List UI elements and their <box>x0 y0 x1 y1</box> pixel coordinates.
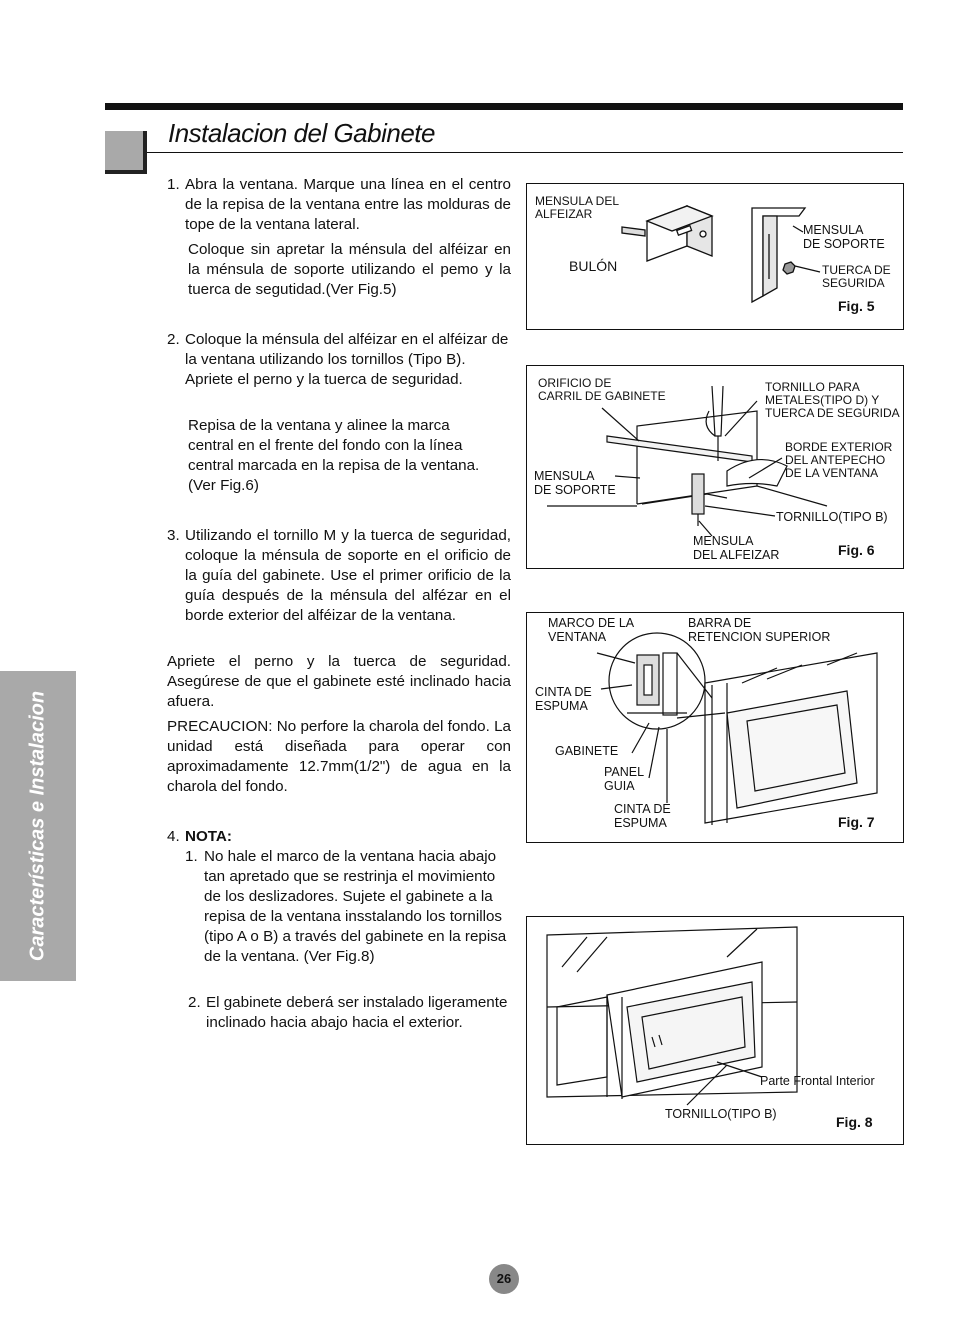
fig7-illustration <box>527 613 905 844</box>
label-text: MENSULA DEL ALFEIZAR <box>535 194 620 221</box>
label-mensula-alfeizar <box>693 534 779 562</box>
page-title: Instalacion del Gabinete <box>168 118 435 148</box>
label-marco <box>548 616 634 644</box>
label-cinta-espuma <box>535 685 592 713</box>
header-rule <box>105 103 903 110</box>
label-text: CINTA DE ESPUMA <box>535 685 592 713</box>
figure-caption: Fig. 8 <box>836 1114 873 1130</box>
step-paragraph: Apriete el perno y la tuerca de seguridad. Asegúrese de que el gabinete esté inclinado hacia afuera. <box>167 653 511 710</box>
page-number: 26 <box>489 1264 519 1294</box>
step-number: 4. <box>167 828 180 845</box>
label-mensula-soporte <box>534 469 616 497</box>
caution-paragraph: PRECAUCION: No perfore la charola del fondo. La unidad está diseñada para operar con aproximadamente 12.7mm(1/2") de agua en la charola del fondo. <box>167 718 511 795</box>
step-number: 1. <box>167 176 180 193</box>
label-mensula-soporte <box>803 223 885 251</box>
label-tornillo-b: TORNILLO(TIPO B) <box>776 510 888 524</box>
label-text: TORNILLO PARA METALES(TIPO D) Y TUERCA DE SEGURIDA <box>765 380 900 420</box>
label-panel-guia <box>604 765 644 793</box>
label-text: MENSULA DE SOPORTE <box>803 223 885 251</box>
step-subtext: Coloque sin apretar la ménsula del alféizar en la ménsula de soporte utilizando el pemo y la tuerca de segutidad.(Ver Fig.5) <box>188 241 511 298</box>
label-text: MENSULA DEL ALFEIZAR <box>693 534 780 562</box>
step-text: Utilizando el tornillo M y la tuerca de seguridad, coloque la ménsula de soporte en el orificio de la guía del gabinete. Use el primer orificio de la guía después de la ménsula del alfézar en el borde exterior del alféizar de la ventana. <box>185 527 511 624</box>
step-text: Abra la ventana. Marque una línea en el centro de la repisa de la ventana entre las molduras de tope de la ventana lateral. <box>185 176 511 233</box>
step-subtext: Repisa de la ventana y alinee la marca central en el frente del fondo con la línea central marcada en la repisa de la ventana.(Ver Fig.6) <box>188 417 480 494</box>
step-number: 2. <box>167 331 180 348</box>
step-text: Coloque la ménsula del alféizar en el alféizar de la ventana utilizando los tornillos (Tipo B). Apriete el perno y la tuerca de seguridad. <box>185 331 509 388</box>
label-text: BARRA DE RETENCION SUPERIOR <box>688 616 831 644</box>
figure-caption: Fig. 7 <box>838 814 875 830</box>
label-barra <box>688 616 830 644</box>
step-number: 3. <box>167 527 180 544</box>
title-underline <box>147 152 903 153</box>
label-tuerca <box>822 264 891 290</box>
label-gabinete: GABINETE <box>555 744 619 758</box>
note-heading: NOTA: <box>185 828 232 845</box>
label-text: MARCO DE LA VENTANA <box>548 616 635 644</box>
label-parte-frontal: Parte Frontal Interior <box>760 1074 875 1088</box>
figure-5 <box>526 183 904 330</box>
label-text: MENSULA DE SOPORTE <box>534 469 616 497</box>
note-number: 1. <box>185 848 198 865</box>
label-text: TUERCA DE SEGURIDA <box>822 263 891 290</box>
side-tab-label: Características e Instalacion <box>26 690 49 962</box>
figure-7 <box>526 612 904 843</box>
label-tornillo-metales <box>765 381 900 420</box>
figure-6 <box>526 365 904 569</box>
side-tab <box>0 671 76 981</box>
label-text: CINTA DE ESPUMA <box>614 802 671 830</box>
section-square-icon <box>105 131 147 174</box>
label-text: PANEL GUIA <box>604 765 645 793</box>
label-text: ORIFICIO DE CARRIL DE GABINETE <box>538 376 666 403</box>
label-tornillo: TORNILLO(TIPO B) <box>665 1107 777 1121</box>
figure-caption: Fig. 5 <box>838 298 875 314</box>
label-mensula-alfeizar <box>535 195 619 221</box>
figure-8 <box>526 916 904 1145</box>
note-number: 2. <box>188 994 201 1011</box>
label-orificio <box>538 377 666 403</box>
label-borde-exterior <box>785 441 892 480</box>
label-text: BORDE EXTERIOR DEL ANTEPECHO DE LA VENTANA <box>785 440 893 480</box>
label-cinta-espuma-2 <box>614 802 671 830</box>
note-item: El gabinete deberá ser instalado ligeramente inclinado hacia abajo hacia el exterior. <box>206 994 508 1031</box>
note-item: No hale el marco de la ventana hacia abajo tan apretado que se restrinja el movimiento de los deslizadores. Sujete el gabinete a la repisa de la ventana insstalando los tornillos (tipo A o B) a través del gabinete en la repisa de la ventana. (Ver Fig.8) <box>204 848 507 965</box>
figure-caption: Fig. 6 <box>838 542 875 558</box>
label-bulon: BULÓN <box>569 258 618 274</box>
